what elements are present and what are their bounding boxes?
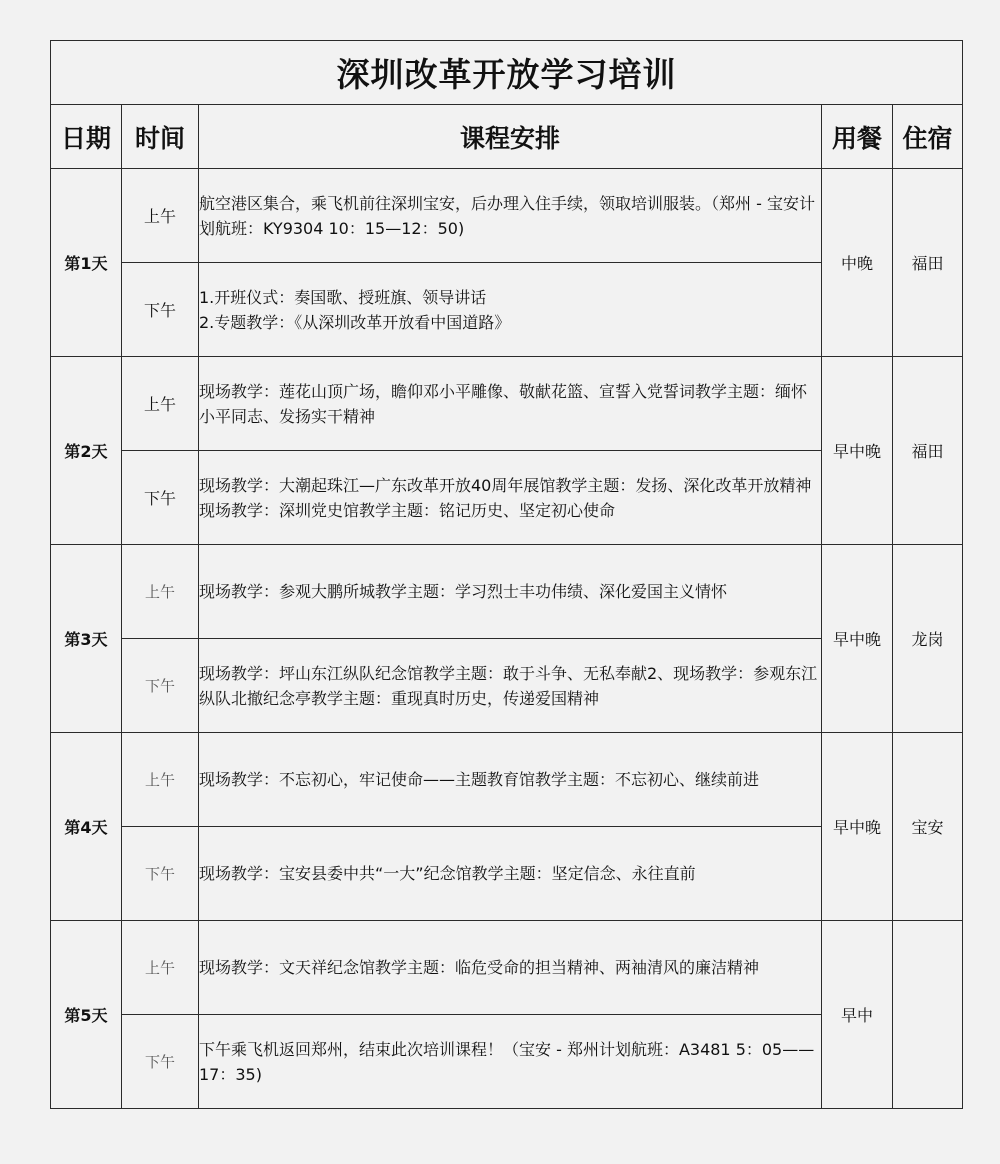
header-meal: 用餐 [822,105,893,169]
session-content-line: 现场教学：莲花山顶广场，瞻仰邓小平雕像、敬献花篮、宣誓入党誓词教学主题：缅怀小平同志、发扬实干精神 [199,381,808,426]
meal-plan: 早中晚 [822,357,893,545]
lodging-location [893,921,963,1109]
lodging-location: 福田 [893,357,963,545]
session-content-line: 现场教学：文天祥纪念馆教学主题：临危受命的担当精神、两袖清风的廉洁精神 [199,958,760,977]
session-content-line: 航空港区集合，乘飞机前往深圳宝安，后办理入住手续，领取培训服装。（郑州 - 宝安计划航班：KY9304 10：15—12：50) [199,193,815,238]
day-label: 第2天 [51,357,122,545]
session-content [199,1015,822,1109]
session-content-line: 现场教学：参观大鹏所城教学主题：学习烈士丰功伟绩、深化爱国主义情怀 [199,582,728,601]
header-lodging: 住宿 [893,105,963,169]
table-row [51,545,963,639]
header-course: 课程安排 [199,105,822,169]
session-time: 上午 [122,357,199,451]
lodging-location: 龙岗 [893,545,963,733]
session-time: 上午 [122,921,199,1015]
lodging-location: 福田 [893,169,963,357]
session-content-line: 现场教学：不忘初心，牢记使命——主题教育馆教学主题：不忘初心、继续前进 [199,770,760,789]
session-content-line: 2.专题教学：《从深圳改革开放看中国道路》 [199,312,511,332]
session-content [199,357,822,451]
session-content [199,733,822,827]
session-content [199,545,822,639]
session-time: 上午 [122,169,199,263]
session-content [199,921,822,1015]
table-row [51,733,963,827]
session-content-line: 下午乘飞机返回郑州，结束此次培训课程！（宝安 - 郑州计划航班：A3481 5：05——17：35) [199,1039,815,1084]
meal-plan: 早中晚 [822,733,893,921]
session-content [199,451,822,545]
schedule-table [50,40,963,1109]
lodging-location: 宝安 [893,733,963,921]
day-label: 第3天 [51,545,122,733]
session-content-line: 现场教学：宝安县委中共“一大”纪念馆教学主题：坚定信念、永往直前 [199,864,696,883]
session-time: 下午 [122,451,199,545]
table-row [51,921,963,1015]
session-time: 下午 [122,263,199,357]
session-content-line: 现场教学：大潮起珠江—广东改革开放40周年展馆教学主题：发扬、深化改革开放精神现场教学：深圳党史馆教学主题：铭记历史、坚定初心使命 [199,475,812,520]
day-label: 第5天 [51,921,122,1109]
day-label: 第4天 [51,733,122,921]
session-time: 下午 [122,639,199,733]
meal-plan: 早中晚 [822,545,893,733]
day-label: 第1天 [51,169,122,357]
page-title: 深圳改革开放学习培训 [51,41,963,105]
session-content-line: 1.开班仪式：奏国歌、授班旗、领导讲话 [199,287,487,307]
session-content [199,827,822,921]
header-date: 日期 [51,105,122,169]
session-time: 上午 [122,545,199,639]
session-content-line: 现场教学：坪山东江纵队纪念馆教学主题：敢于斗争、无私奉献2、现场教学：参观东江纵队北撤纪念亭教学主题：重现真时历史，传递爱国精神 [199,663,818,708]
meal-plan: 中晚 [822,169,893,357]
session-content [199,639,822,733]
session-time: 下午 [122,827,199,921]
header-time: 时间 [122,105,199,169]
table-row [51,169,963,263]
session-time: 下午 [122,1015,199,1109]
session-content [199,169,822,263]
session-content [199,263,822,357]
meal-plan: 早中 [822,921,893,1109]
schedule-body [51,169,963,1109]
session-time: 上午 [122,733,199,827]
table-row [51,357,963,451]
